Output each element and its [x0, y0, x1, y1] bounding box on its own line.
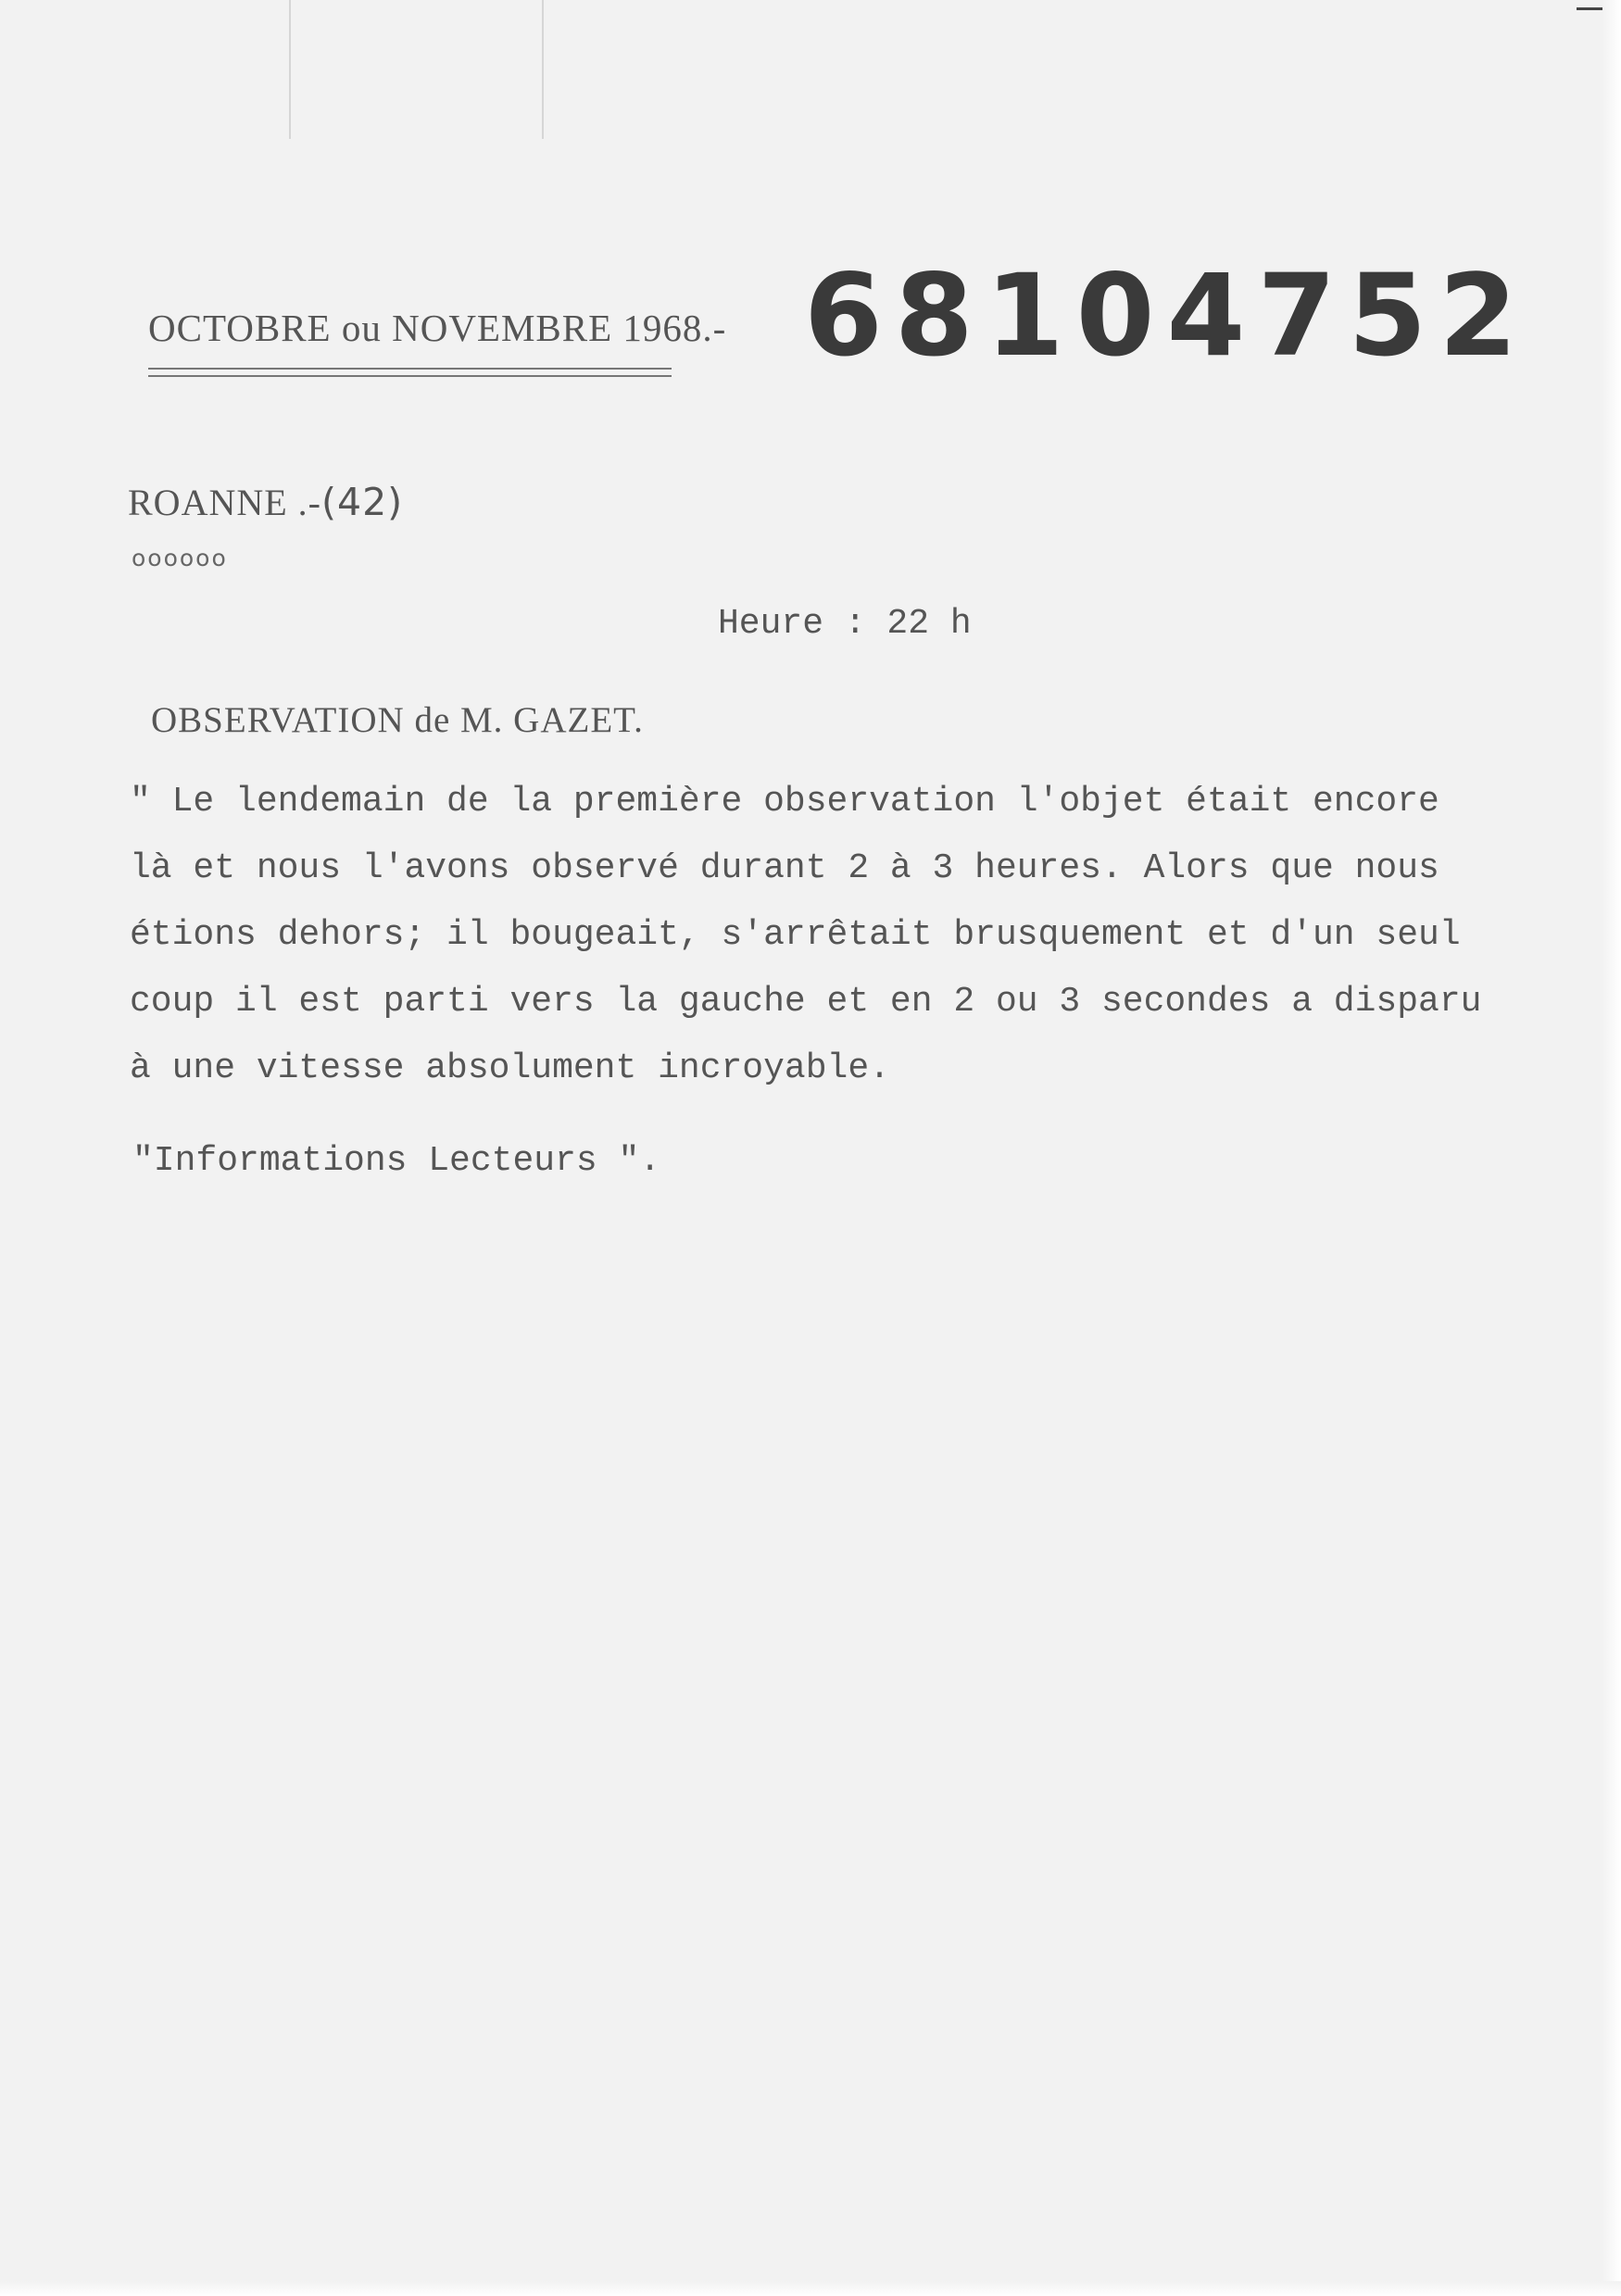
page-edge-right — [1602, 0, 1621, 2296]
location-separator: oooooo — [132, 545, 228, 571]
paper-crease — [542, 0, 544, 139]
observation-title: OBSERVATION de M. GAZET. — [151, 700, 644, 740]
testimony-line: là et nous l'avons observé durant 2 à 3 heures. Alors que nous — [130, 848, 1439, 888]
date-underline — [148, 368, 672, 377]
location-line — [128, 480, 403, 524]
testimony-line: " Le lendemain de la première observation l'objet était encore — [130, 782, 1439, 822]
testimony-text — [130, 778, 1556, 1111]
observation-time: Heure : 22 h — [718, 604, 972, 644]
source-citation: "Informations Lecteurs ". — [132, 1141, 661, 1181]
location-name: ROANNE .- — [128, 482, 321, 523]
page-edge-bottom — [0, 2281, 1621, 2296]
testimony-line: à une vitesse absolument incroyable. — [130, 1048, 890, 1088]
testimony-line: étions dehors; il bougeait, s'arrêtait brusquement et d'un seul — [130, 915, 1461, 955]
report-date: OCTOBRE ou NOVEMBRE 1968.- — [148, 307, 727, 349]
testimony-line: coup il est parti vers la gauche et en 2 ou 3 secondes a disparu — [130, 982, 1482, 1022]
paper-crease — [289, 0, 291, 139]
department-code: (42) — [320, 480, 404, 524]
file-number-stamp: 68104752 — [804, 250, 1530, 382]
